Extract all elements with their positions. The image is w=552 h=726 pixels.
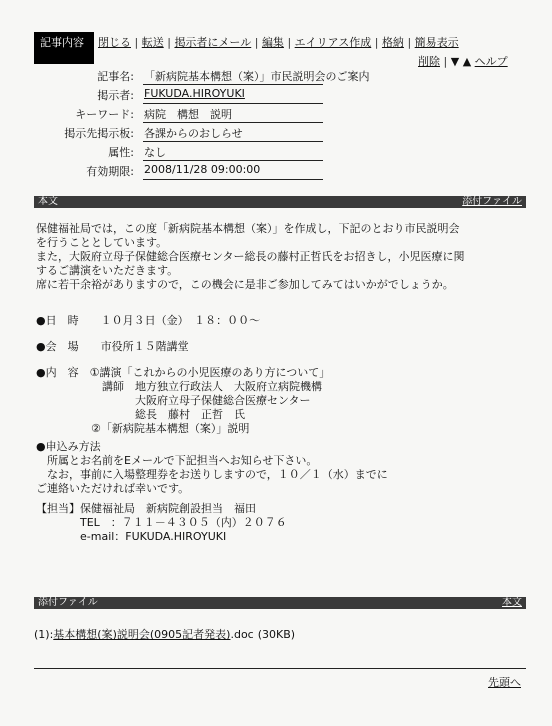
body-paragraph-1: 保健福祉局では，この度「新病院基本構想（案）」を作成し，下記のとおり市民説明会 を行うこととしています。 [36, 222, 460, 249]
help-link[interactable]: ヘルプ [474, 55, 508, 68]
attachment-item [34, 626, 295, 642]
event-date: ●日 時 １０月３日（金） １８：００～ [36, 314, 261, 327]
separator: | [407, 36, 412, 49]
toolbar-tab-label: 記事内容 [40, 36, 84, 49]
store-link[interactable]: 格納 [381, 36, 404, 49]
expire-label: 有効期限: [86, 165, 134, 178]
meta-rule [143, 103, 323, 104]
separator: | [167, 36, 171, 49]
edit-link[interactable]: 編集 [261, 36, 284, 49]
contact-info: 【担当】保健福祉局 新病院創設担当 福田 TEL ：７１１－４３０５（内）２０７６ e-mail：FUKUDA.HIROYUKI [36, 502, 287, 543]
separator: | [443, 55, 448, 68]
toolbar-right [418, 53, 508, 69]
down-arrow-icon[interactable]: ▼ [450, 55, 460, 68]
attachment-ext: .doc [230, 628, 254, 641]
title-value: 「新病院基本構想（案）」市民説明会のご案内 [144, 70, 370, 83]
close-link[interactable]: 閉じる [98, 36, 131, 49]
attachments-section-label: 添付ファイル [38, 597, 98, 608]
meta-rule [143, 84, 323, 85]
mail-poster-link[interactable]: 掲示者にメール [174, 36, 252, 49]
separator: | [134, 36, 139, 49]
attr-label: 属性: [108, 146, 134, 159]
meta-rule [143, 122, 323, 123]
body-section-bar [34, 196, 526, 208]
separator: | [254, 36, 259, 49]
toolbar-links [98, 34, 459, 50]
body-jump-link[interactable]: 本文 [502, 597, 522, 608]
event-place: ●会 場 市役所１５階講堂 [36, 340, 189, 353]
attachments-section-bar [34, 597, 526, 609]
attachment-prefix: (1): [34, 628, 54, 641]
title-label: 記事名: [97, 70, 134, 83]
attachments-jump-link[interactable]: 添付ファイル [462, 196, 522, 207]
poster-label: 掲示者: [97, 89, 134, 102]
meta-rule [143, 160, 323, 161]
expire-value: 2008/11/28 09:00:00 [144, 163, 261, 176]
attachment-size: (30KB) [257, 628, 296, 641]
keyword-value: 病院 構想 説明 [144, 108, 232, 121]
body-section-label: 本文 [38, 196, 58, 207]
up-arrow-icon[interactable]: ▲ [462, 55, 472, 68]
event-content: ●内 容 ①講演「これからの小児医療のあり方について」 講師 地方独立行政法人 大阪府立病院機構 大阪府立母子保健総合医療センター 総長 藤村 正哲 氏 ②「新病院基本構想（案）」説明 [36, 366, 331, 435]
keyword-label: キーワード: [75, 108, 134, 121]
separator: | [374, 36, 379, 49]
body-paragraph-2: また，大阪府立母子保健総合医療センター総長の藤村正哲氏をお招きし，小児医療に関 するご講演をいただきます。 [36, 250, 465, 277]
alias-link[interactable]: エイリアス作成 [294, 36, 372, 49]
attachment-link[interactable]: 基本構想(案)説明会(0905記者発表) [53, 628, 231, 641]
toolbar-tab[interactable] [34, 32, 94, 64]
meta-rule [143, 179, 323, 180]
board-label: 掲示先掲示板: [64, 127, 134, 140]
separator: | [287, 36, 292, 49]
simple-view-link[interactable]: 簡易表示 [414, 36, 459, 49]
meta-rule [143, 141, 323, 142]
body-paragraph-3: 席に若干余裕がありますので，この機会に是非ご参加してみてはいかがでしょうか。 [36, 278, 454, 291]
back-to-top-link[interactable]: 先頭へ [488, 676, 521, 689]
apply-method: ●申込み方法 所属とお名前をEメールで下記担当へお知らせ下さい。 なお，事前に入場整理券をお送りしますので，１０／１（水）までに ご連絡いただければ幸いです。 [36, 440, 388, 495]
forward-link[interactable]: 転送 [141, 36, 164, 49]
delete-link[interactable]: 削除 [418, 55, 440, 68]
footer-divider [34, 668, 526, 669]
poster-value[interactable]: FUKUDA.HIROYUKI [144, 87, 245, 100]
attr-value: なし [144, 146, 166, 159]
board-value: 各課からのおしらせ [144, 127, 243, 140]
